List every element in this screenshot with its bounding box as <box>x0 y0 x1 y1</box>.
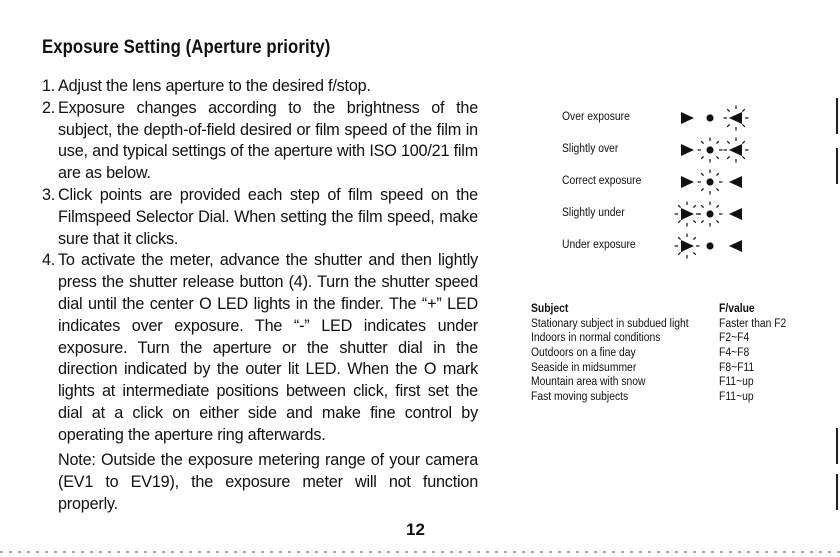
step-number: 1. <box>42 77 56 95</box>
page-number: 12 <box>406 520 425 539</box>
scan-bottom-edge <box>0 551 840 553</box>
step-text: Exposure changes according to the brightness of the subject, the depth-of-field desired or film speed of the film in use, and typical settings of the aperture with ISO 100/21 film are as below. <box>58 98 478 183</box>
indicator-label: Under exposure <box>562 239 636 251</box>
instruction-steps <box>42 76 478 447</box>
over-exposure-led-icon <box>681 112 694 124</box>
over-exposure-led-icon <box>681 144 694 156</box>
instruction-step <box>42 185 478 250</box>
correct-exposure-led-icon <box>706 114 713 121</box>
over-exposure-led-icon <box>675 202 700 227</box>
step-text: Click points are provided each step of film speed on the Filmspeed Selector Dial. When setting the film speed, make sure that it clicks. <box>58 185 478 248</box>
over-exposure-led-icon <box>675 234 700 259</box>
under-exposure-led-icon <box>724 106 749 131</box>
subject-cell: Indoors in normal conditions <box>531 332 661 345</box>
indicator-label: Over exposure <box>562 111 630 123</box>
indicator-row <box>562 140 772 160</box>
under-exposure-led-icon <box>729 240 742 252</box>
page-title: Exposure Setting (Aperture priority) <box>42 37 331 58</box>
under-exposure-led-icon <box>724 138 749 163</box>
subject-cell: Seaside in midsummer <box>531 361 637 374</box>
correct-exposure-led-icon <box>706 242 713 249</box>
led-display-icon <box>670 132 770 168</box>
fvalue-cell: F8~F11 <box>719 361 755 374</box>
fvalue-cell: F4~F8 <box>719 347 750 360</box>
table-row <box>531 390 831 405</box>
led-display-icon <box>670 100 770 136</box>
scan-margin-mark <box>836 98 838 134</box>
table-header-row <box>531 302 831 317</box>
indicator-label: Slightly over <box>562 143 619 155</box>
aperture-table <box>531 302 831 405</box>
subject-cell: Outdoors on a fine day <box>531 347 636 360</box>
scan-margin-mark <box>836 474 838 510</box>
step-number: 3. <box>42 185 56 204</box>
correct-exposure-led-icon <box>698 170 723 195</box>
instruction-step <box>42 98 478 185</box>
indicator-row <box>562 172 772 192</box>
fvalue-cell: Faster than F2 <box>719 317 787 330</box>
indicator-row <box>562 204 772 224</box>
subject-cell: Stationary subject in subdued light <box>531 317 689 330</box>
table-row <box>531 317 831 332</box>
table-row <box>531 346 831 361</box>
correct-exposure-led-icon <box>698 202 723 227</box>
scan-margin-mark <box>836 148 838 184</box>
subject-cell: Mountain area with snow <box>531 376 646 389</box>
column-header-subject: Subject <box>531 303 569 315</box>
step-text: To activate the meter, advance the shutter and then lightly press the shutter release button (4). Turn the shutter speed dial until the center O LED lights in the finder. The “+” LED indicates over exposure. The “-” LED indicates under exposure. Turn the aperture or the shutter dial in the direction indicated by the outer lit LED. When the O mark lights at intermediate positions between click, first set the dial at a click on either side and make fine control by operating the aperture ring afterwards. <box>58 251 478 444</box>
instruction-step <box>42 250 478 446</box>
fvalue-cell: F11~up <box>719 391 754 404</box>
led-display-icon <box>670 164 770 200</box>
led-display-icon <box>670 228 770 264</box>
under-exposure-led-icon <box>729 208 742 220</box>
table-row <box>531 361 831 376</box>
metering-range-note: Note: Outside the exposure metering range of your camera (EV1 to EV19), the exposure meter will not function properly. <box>58 451 478 513</box>
table-row <box>531 375 831 390</box>
indicator-row <box>562 108 772 128</box>
fvalue-cell: F11~up <box>719 376 754 389</box>
under-exposure-led-icon <box>729 176 742 188</box>
correct-exposure-led-icon <box>698 138 723 163</box>
table-row <box>531 331 831 346</box>
column-header-fvalue: F/value <box>719 303 755 315</box>
indicator-label: Correct exposure <box>562 175 642 187</box>
step-number: 2. <box>42 98 56 117</box>
instruction-step <box>42 76 478 98</box>
indicator-row <box>562 236 772 256</box>
indicator-label: Slightly under <box>562 207 625 219</box>
step-number: 4. <box>42 251 56 270</box>
subject-cell: Fast moving subjects <box>531 391 629 404</box>
led-display-icon <box>670 196 770 232</box>
scan-margin-mark <box>836 428 838 464</box>
step-text: Adjust the lens aperture to the desired f/stop. <box>58 77 371 95</box>
fvalue-cell: F2~F4 <box>719 332 750 345</box>
over-exposure-led-icon <box>681 176 694 188</box>
